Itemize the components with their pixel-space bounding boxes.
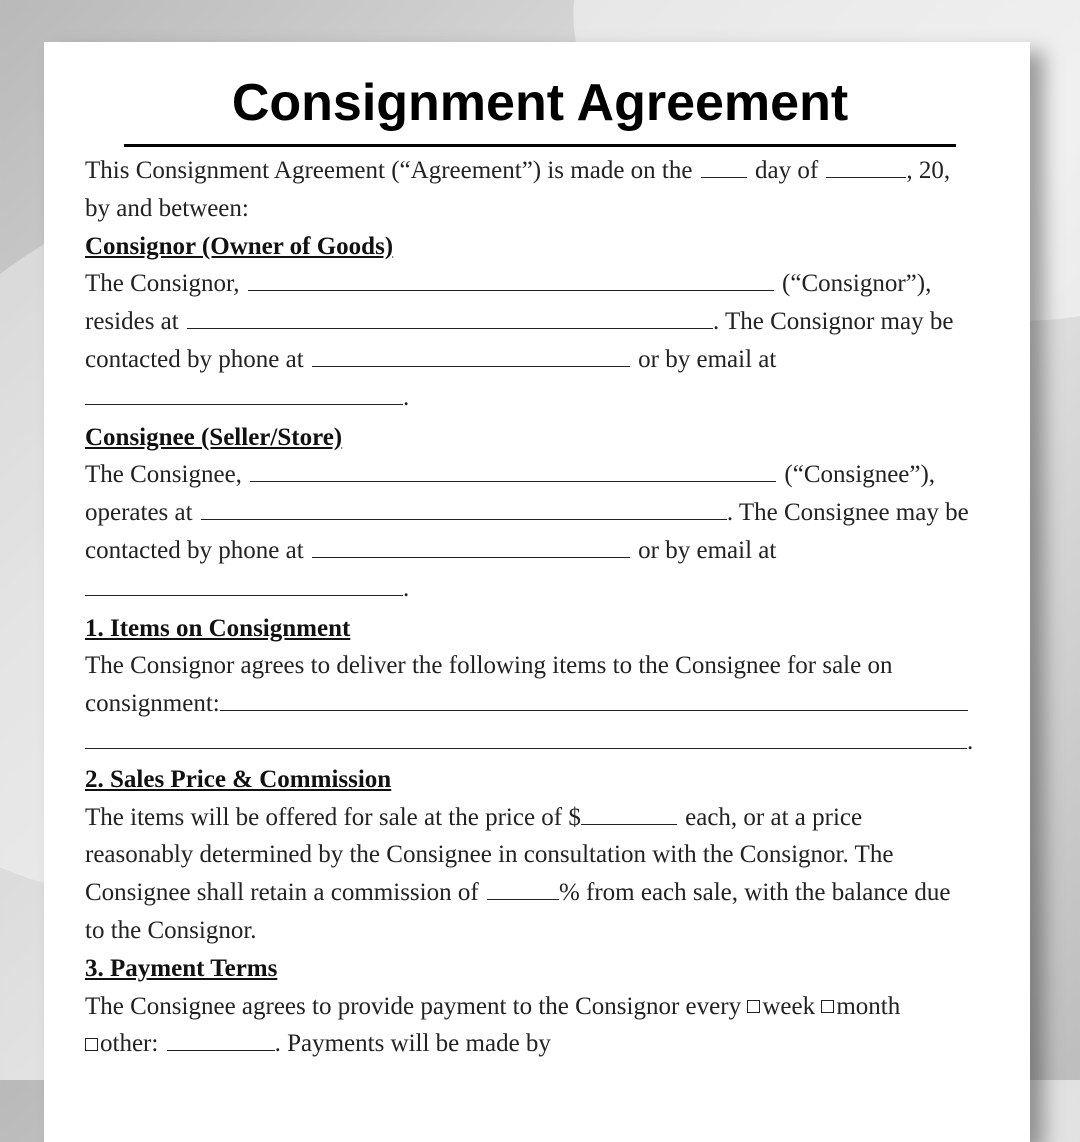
consignee-text: . The Consignee may be bbox=[726, 499, 969, 527]
consignor-address-line bbox=[85, 303, 995, 341]
other-field[interactable] bbox=[167, 1029, 275, 1051]
section-1-text: consignment: bbox=[85, 690, 220, 718]
section-3-line-2 bbox=[85, 1025, 995, 1063]
document-title: Consignment Agreement bbox=[231, 74, 849, 132]
consignor-phone-field[interactable] bbox=[312, 345, 630, 367]
section-1-heading: 1. Items on Consignment bbox=[85, 614, 351, 642]
consignor-email-field[interactable] bbox=[85, 383, 403, 405]
consignee-name-line bbox=[85, 456, 995, 494]
day-field[interactable] bbox=[701, 156, 747, 178]
other-label: other: bbox=[100, 1030, 159, 1058]
week-checkbox[interactable] bbox=[747, 1000, 760, 1013]
consignor-name-field[interactable] bbox=[248, 269, 774, 291]
consignee-text: contacted by phone at bbox=[85, 536, 304, 564]
section-1-line-2 bbox=[85, 685, 995, 723]
section-2-text: reasonably determined by the Consignee in consultation with the Consignor. The bbox=[85, 841, 894, 869]
section-2-text: The items will be offered for sale at the price of $ bbox=[85, 803, 581, 831]
title-underline bbox=[124, 144, 956, 147]
section-2-line-2 bbox=[85, 836, 995, 874]
section-3-heading: 3. Payment Terms bbox=[85, 954, 278, 982]
consignor-text: The Consignor, bbox=[85, 270, 240, 298]
consignor-email-line bbox=[85, 379, 995, 417]
consignee-contact-line bbox=[85, 532, 995, 570]
other-checkbox[interactable] bbox=[85, 1038, 98, 1051]
intro-line-2 bbox=[85, 190, 995, 228]
month-label: month bbox=[836, 992, 901, 1020]
intro-line-1 bbox=[85, 152, 995, 190]
items-field-continued[interactable] bbox=[85, 727, 967, 749]
month-field[interactable] bbox=[826, 156, 906, 178]
consignee-address-line bbox=[85, 494, 995, 532]
consignee-text: The Consignee, bbox=[85, 461, 242, 489]
consignor-text: . bbox=[403, 383, 410, 411]
section-1-text: The Consignor agrees to deliver the following items to the Consignee for sale on bbox=[85, 652, 893, 680]
consignee-text: operates at bbox=[85, 499, 193, 527]
section-1-line-1 bbox=[85, 647, 995, 685]
consignee-text: (“Consignee”), bbox=[784, 461, 936, 489]
consignee-phone-field[interactable] bbox=[312, 536, 630, 558]
consignor-heading: Consignor (Owner of Goods) bbox=[85, 232, 394, 260]
section-1-text: . bbox=[967, 727, 974, 755]
consignee-heading: Consignee (Seller/Store) bbox=[85, 423, 343, 451]
consignee-text: or by email at bbox=[638, 536, 777, 564]
consignor-name-line bbox=[85, 265, 995, 303]
consignor-text: contacted by phone at bbox=[85, 345, 304, 373]
section-2-text: % from each sale, with the balance due bbox=[558, 879, 951, 907]
section-1-line-3 bbox=[85, 723, 995, 761]
intro-text: , 20, bbox=[906, 157, 951, 184]
section-2-heading: 2. Sales Price & Commission bbox=[85, 765, 392, 793]
intro-text: day of bbox=[754, 157, 819, 184]
consignor-text: or by email at bbox=[638, 345, 777, 373]
consignee-address-field[interactable] bbox=[201, 498, 727, 520]
consignor-contact-line bbox=[85, 341, 995, 379]
intro-text: by and between: bbox=[85, 194, 249, 222]
consignee-name-field[interactable] bbox=[250, 460, 776, 482]
price-field[interactable] bbox=[581, 803, 677, 825]
consignee-text: . bbox=[403, 574, 410, 602]
document-body bbox=[85, 152, 995, 1063]
section-2-line-3 bbox=[85, 874, 995, 912]
section-3-text: The Consignee agrees to provide payment to the Consignor every bbox=[85, 992, 742, 1020]
consignor-text: (“Consignor”), bbox=[782, 270, 932, 298]
consignor-address-field[interactable] bbox=[187, 307, 713, 329]
consignor-text: . The Consignor may be bbox=[712, 308, 954, 336]
consignee-email-field[interactable] bbox=[85, 574, 403, 596]
section-2-text: Consignee shall retain a commission of bbox=[85, 879, 479, 907]
section-2-text: each, or at a price bbox=[685, 803, 863, 831]
items-field[interactable] bbox=[220, 689, 968, 711]
commission-field[interactable] bbox=[487, 878, 559, 900]
intro-text: This Consignment Agreement (“Agreement”) is made on the bbox=[85, 157, 693, 184]
section-2-line-1 bbox=[85, 799, 995, 837]
section-2-text: to the Consignor. bbox=[85, 916, 257, 944]
week-label: week bbox=[762, 992, 816, 1020]
consignor-text: resides at bbox=[85, 308, 179, 336]
consignee-email-line bbox=[85, 570, 995, 608]
section-3-line-1 bbox=[85, 988, 995, 1026]
month-checkbox[interactable] bbox=[821, 1000, 834, 1013]
section-2-line-4 bbox=[85, 912, 995, 950]
section-3-text: . Payments will be made by bbox=[274, 1030, 551, 1058]
